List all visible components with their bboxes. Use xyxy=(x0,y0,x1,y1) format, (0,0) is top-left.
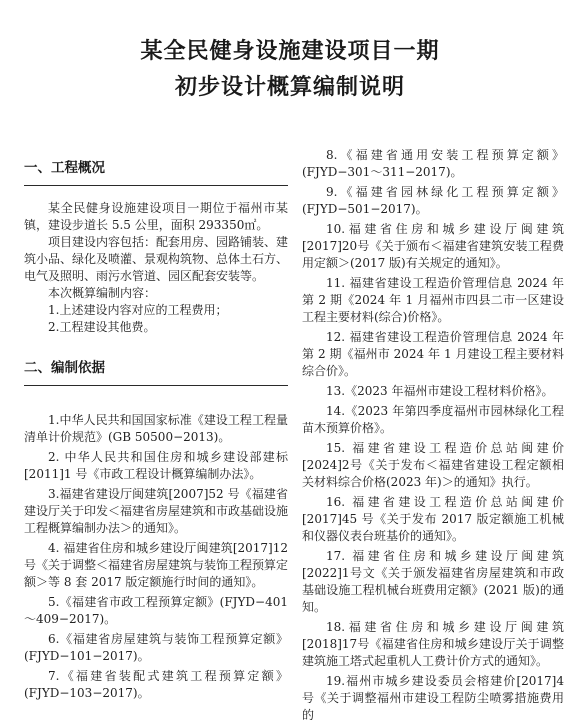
overview-paragraph: 2.工程建设其他费。 xyxy=(48,320,156,334)
section-divider xyxy=(24,185,288,186)
basis-list-item: 9.《福建省园林绿化工程预算定额》(FJYD−501−2017)。 xyxy=(302,185,564,216)
overview-paragraph: 某全民健身设施建设项目一期位于福州市某镇，建设步道长 5.5 公里，面积 293350㎡。 xyxy=(24,201,288,232)
basis-list-item: 17. 福建省住房和城乡建设厅闽建筑[2022]1号文《关于颁发福建省房屋建筑和市政基础设施工程机械台班费用定额》(2021 版)的通知。 xyxy=(302,549,564,614)
overview-paragraph: 项目建设内容包括：配套用房、园路铺装、建筑小品、绿化及喷灌、景观构筑物、总体土石方、电气及照明、雨污水管道、园区配套安装等。 xyxy=(24,235,289,283)
section-heading-basis: 二、编制依据 xyxy=(24,360,105,376)
basis-list-item: 12. 福建省建设工程造价管理信息 2024 年第 2 期《福州市 2024 年 1 月建设工程主要材料综合价》。 xyxy=(302,330,564,378)
section-heading-overview: 一、工程概况 xyxy=(24,160,105,176)
basis-list-item: 8.《福建省通用安装工程预算定额》(FJYD−301～311−2017)。 xyxy=(302,148,564,179)
overview-paragraph: 1.上述建设内容对应的工程费用； xyxy=(48,303,228,317)
basis-list-item: 14.《2023 年第四季度福州市园林绿化工程苗木预算价格》。 xyxy=(302,404,564,435)
basis-list-item: 18.福建省住房和城乡建设厅闽建筑[2018]17号《福建省住房和城乡建设厅关于调整建筑施工塔式起重机人工费计价方式的通知》。 xyxy=(302,620,564,668)
basis-list-item: 19.福州市城乡建设委员会榕建价[2017]4 号《关于调整福州市建设工程防尘喷雾措施费用的 xyxy=(302,674,564,722)
basis-list-item: 1.中华人民共和国国家标准《建设工程工程量清单计价规范》(GB 50500−2013)。 xyxy=(24,413,288,444)
basis-list-item: 4. 福建省住房和城乡建设厅闽建筑[2017]12号《关于调整＜福建省房屋建筑与装饰工程预算定额＞等 8 套 2017 版定额施行时间的通知》。 xyxy=(24,541,289,589)
section-divider xyxy=(24,385,288,386)
basis-list-item: 13.《2023 年福州市建设工程材料价格》。 xyxy=(326,384,554,398)
basis-list-item: 3.福建省建设厅闽建筑[2007]52 号《福建省建设厅关于印发＜福建省房屋建筑和市政基础设施工程概算编制办法＞的通知》。 xyxy=(24,487,289,535)
basis-list-item: 16. 福建省建设工程造价总站闽建价[2017]45 号《关于发布 2017 版定额施工机械和仪器仪表台班基价的通知》。 xyxy=(302,495,564,543)
basis-list-item: 15. 福建省建设工程造价总站闽建价[2024]2号《关于发布＜福建省建设工程定额相关材料综合价格(2023 年)＞的通知》执行。 xyxy=(302,441,564,489)
basis-list-item: 6.《福建省房屋建筑与装饰工程预算定额》(FJYD−101−2017)。 xyxy=(24,632,288,663)
basis-list-item: 10.福建省住房和城乡建设厅闽建筑[2017]20号《关于颁布＜福建省建筑安装工程费用定额＞(2017 版)有关规定的通知》。 xyxy=(302,222,564,270)
basis-list-item: 11. 福建省建设工程造价管理信息 2024 年第 2 期《2024 年 1 月福州市四县二市一区建设工程主要材料(综合)价格》。 xyxy=(302,276,564,324)
document-title-line2: 初步设计概算编制说明 xyxy=(174,75,405,100)
overview-paragraph: 本次概算编制内容： xyxy=(48,286,157,300)
right-column xyxy=(302,147,564,724)
document-title-line1: 某全民健身设施建设项目一期 xyxy=(140,39,440,64)
basis-list-item: 2. 中华人民共和国住房和城乡建设部建标[2011]1 号《市政工程设计概算编制办法》。 xyxy=(24,450,288,481)
basis-list-item: 5.《福建省市政工程预算定额》(FJYD−401～409−2017)。 xyxy=(24,595,288,626)
basis-list-item: 7.《福建省装配式建筑工程预算定额》(FJYD−103−2017)。 xyxy=(24,669,288,700)
left-column xyxy=(24,160,288,702)
